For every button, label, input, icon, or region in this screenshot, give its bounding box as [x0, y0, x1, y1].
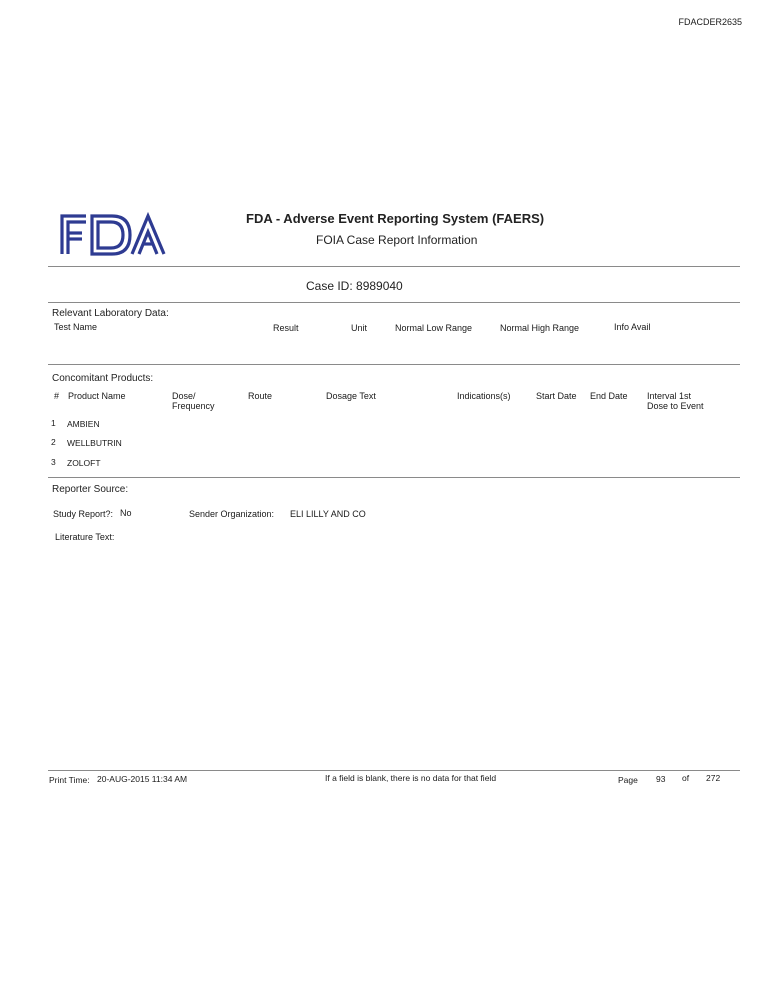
lab-heading: Relevant Laboratory Data: — [52, 308, 169, 319]
study-report-label: Study Report?: — [53, 509, 114, 519]
products-col-num: # — [54, 391, 60, 401]
product-row-name: ZOLOFT — [67, 458, 101, 468]
divider — [48, 477, 740, 478]
products-heading: Concomitant Products: — [52, 373, 154, 384]
page-number: 93 — [656, 774, 666, 784]
products-col-interval: Interval 1st — [647, 391, 692, 401]
product-row-num: 3 — [51, 457, 56, 467]
case-id: Case ID: 8989040 — [306, 279, 403, 293]
products-col-dose: Dose/ — [172, 391, 196, 401]
product-row-num: 1 — [51, 418, 56, 428]
products-col-end-date: End Date — [590, 391, 628, 401]
footer-divider — [48, 770, 740, 771]
divider — [48, 266, 740, 267]
lab-col-unit: Unit — [351, 323, 368, 333]
product-row-name: WELLBUTRIN — [67, 438, 122, 448]
products-col-route: Route — [248, 391, 273, 401]
fda-logo — [52, 208, 174, 262]
lab-col-result: Result — [273, 323, 299, 333]
lab-col-normal-low: Normal Low Range — [395, 323, 473, 333]
products-col-start-date: Start Date — [536, 391, 577, 401]
print-time-label: Print Time: — [49, 775, 90, 785]
document-id: FDACDER2635 — [678, 17, 742, 27]
sender-org-label: Sender Organization: — [189, 509, 275, 519]
report-subtitle: FOIA Case Report Information — [316, 233, 478, 247]
reporter-heading: Reporter Source: — [52, 484, 129, 495]
lab-col-test-name: Test Name — [54, 322, 98, 332]
report-title: FDA - Adverse Event Reporting System (FAERS) — [246, 211, 545, 226]
divider — [48, 364, 740, 365]
page-label: Page — [618, 775, 638, 785]
lab-col-info-avail: Info Avail — [614, 322, 651, 332]
sender-org-value: ELI LILLY AND CO — [290, 509, 366, 519]
lab-col-normal-high: Normal High Range — [500, 323, 580, 333]
products-col-name: Product Name — [68, 391, 126, 401]
product-row-name: AMBIEN — [67, 419, 100, 429]
page-total: 272 — [706, 773, 721, 783]
literature-text-label: Literature Text: — [55, 532, 115, 542]
divider — [48, 302, 740, 303]
products-col-indications: Indications(s) — [457, 391, 511, 401]
print-time-value: 20-AUG-2015 11:34 AM — [97, 774, 188, 784]
study-report-value: No — [120, 508, 132, 518]
products-col-dose-to-event: Dose to Event — [647, 401, 704, 411]
products-col-frequency: Frequency — [172, 401, 215, 411]
product-row-num: 2 — [51, 437, 56, 447]
of-label: of — [682, 773, 690, 783]
blank-field-note: If a field is blank, there is no data for that field — [325, 773, 497, 783]
products-col-dosage-text: Dosage Text — [326, 391, 376, 401]
